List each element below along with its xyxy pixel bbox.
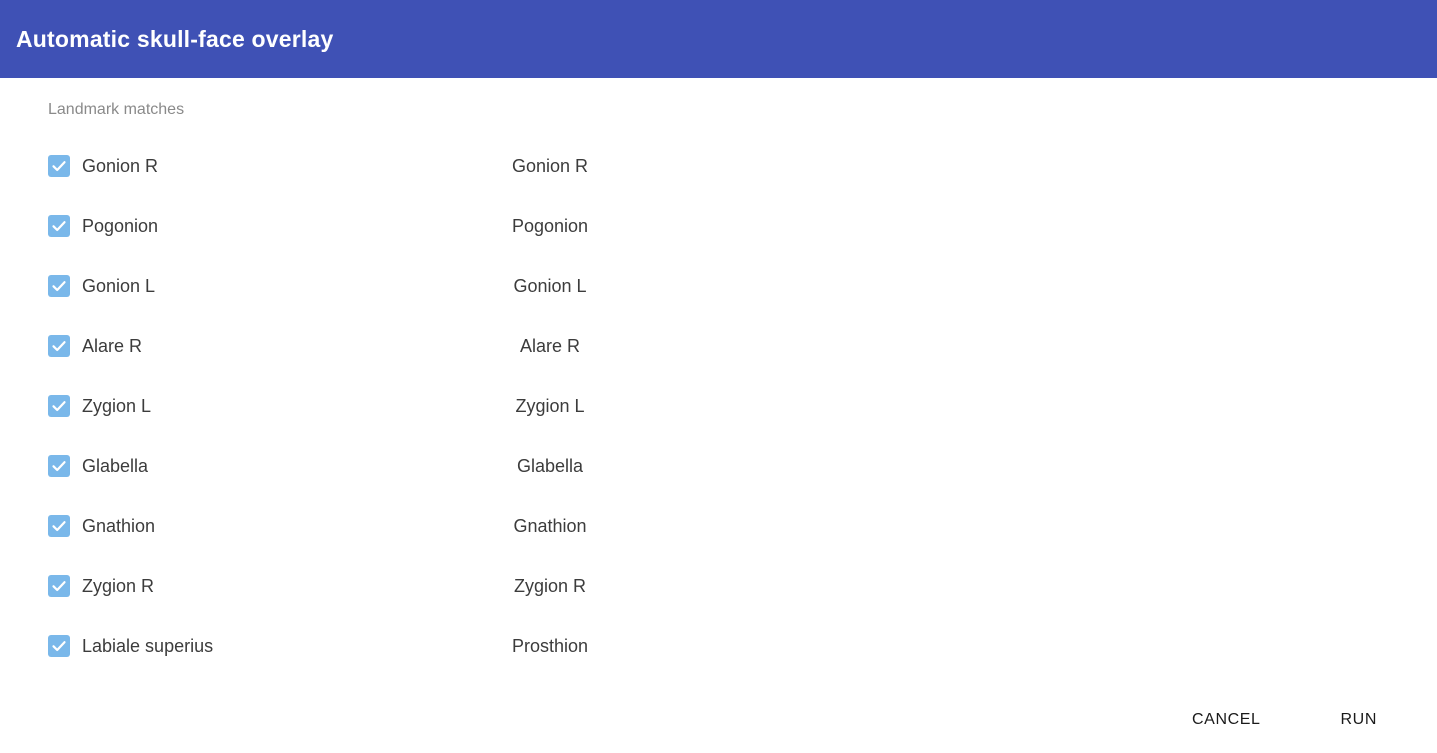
source-landmark-label: Labiale superius (82, 635, 214, 656)
checkbox-landmark-match[interactable] (48, 575, 70, 597)
dialog-content (0, 78, 1437, 753)
source-landmark-label: Pogonion (82, 215, 159, 236)
source-landmark-label: Gonion R (82, 155, 159, 176)
source-landmark-label: Zygion R (82, 575, 155, 596)
landmark-match-list (0, 136, 1437, 676)
target-landmark-label: Glabella (516, 455, 584, 476)
table-row[interactable] (0, 556, 1437, 616)
checkbox-landmark-match[interactable] (48, 155, 70, 177)
table-row[interactable] (0, 436, 1437, 496)
target-landmark-label: Pogonion (511, 215, 589, 236)
table-row[interactable] (0, 196, 1437, 256)
target-landmark-label: Gonion L (513, 275, 587, 296)
table-row[interactable] (0, 616, 1437, 676)
target-landmark-label: Prosthion (511, 635, 589, 656)
source-landmark-label: Alare R (82, 335, 143, 356)
dialog-title: Automatic skull-face overlay (16, 25, 334, 52)
checkbox-landmark-match[interactable] (48, 635, 70, 657)
table-row[interactable] (0, 496, 1437, 556)
table-row[interactable] (0, 256, 1437, 316)
checkbox-landmark-match[interactable] (48, 395, 70, 417)
source-landmark-label: Gnathion (82, 515, 156, 536)
table-row[interactable] (0, 316, 1437, 376)
section-label-landmark-matches: Landmark matches (48, 101, 185, 118)
table-row[interactable] (0, 136, 1437, 196)
source-landmark-label: Zygion L (82, 395, 152, 416)
target-landmark-label: Alare R (519, 335, 581, 356)
target-landmark-label: Gnathion (513, 515, 587, 536)
target-landmark-label: Gonion R (511, 155, 589, 176)
run-button[interactable]: RUN (1327, 703, 1391, 737)
table-row[interactable] (0, 376, 1437, 436)
checkbox-landmark-match[interactable] (48, 215, 70, 237)
source-landmark-label: Glabella (82, 455, 149, 476)
target-landmark-label: Zygion R (513, 575, 587, 596)
checkbox-landmark-match[interactable] (48, 455, 70, 477)
source-landmark-label: Gonion L (82, 275, 156, 296)
target-landmark-label: Zygion L (515, 395, 585, 416)
checkbox-landmark-match[interactable] (48, 275, 70, 297)
dialog-title-bar (0, 0, 1437, 78)
checkbox-landmark-match[interactable] (48, 515, 70, 537)
checkbox-landmark-match[interactable] (48, 335, 70, 357)
cancel-button[interactable]: CANCEL (1178, 703, 1275, 737)
dialog-footer (0, 687, 1437, 753)
